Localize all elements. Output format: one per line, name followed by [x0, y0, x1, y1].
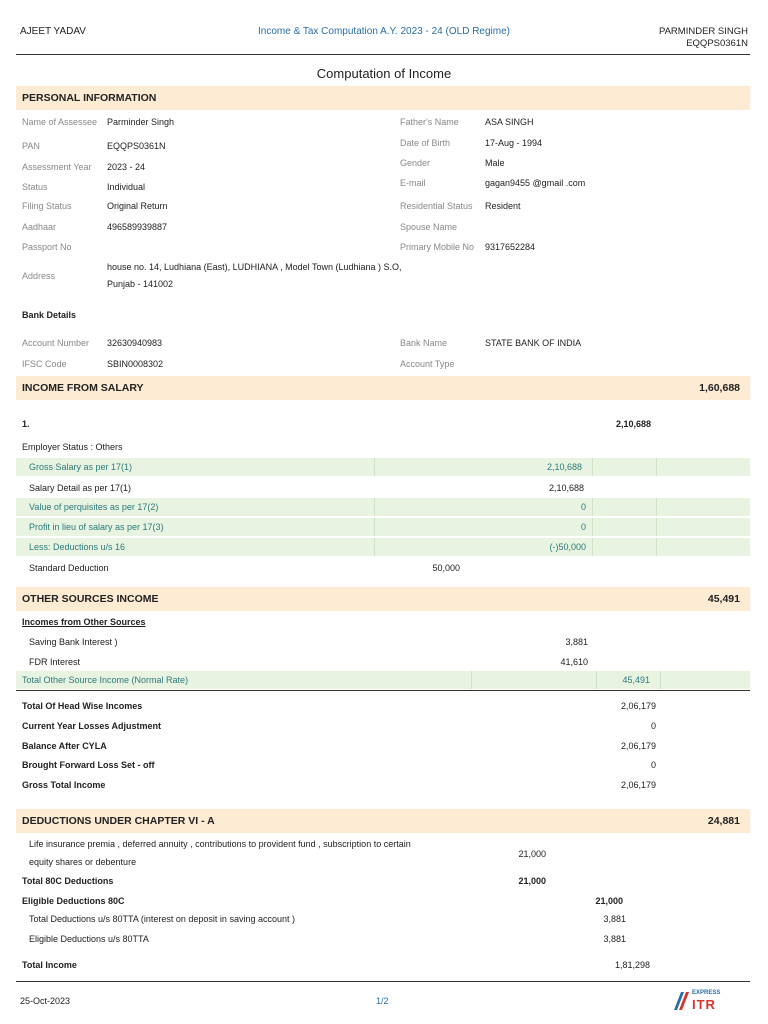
account-type-label: Account Type: [400, 359, 455, 369]
row-label: Gross Salary as per 17(1): [29, 462, 133, 472]
deductions-band: [16, 809, 750, 833]
field-value: ASA SINGH: [485, 117, 534, 127]
salary-item-total: 2,10,688: [616, 419, 652, 429]
table-row: [16, 458, 750, 476]
field-label: Residential Status: [400, 201, 473, 211]
footer-date: 25-Oct-2023: [20, 996, 71, 1006]
life-insurance-value: 21,000: [518, 849, 546, 859]
bank-name-label: Bank Name: [400, 338, 448, 348]
total-80c-value: 21,000: [518, 876, 546, 886]
tta-total-label: Total Deductions u/s 80TTA (interest on deposit in saving account ): [29, 914, 295, 924]
eligible-80c-value: 21,000: [595, 896, 623, 906]
total-80c-label: Total 80C Deductions: [22, 876, 114, 886]
header-title: Income & Tax Computation A.Y. 2023 - 24 (OLD Regime): [258, 26, 510, 37]
field-label: Status: [22, 182, 48, 192]
address-line-1: house no. 14, Ludhiana (East), LUDHIANA , Model Town (Ludhiana ) S.O,: [107, 262, 402, 272]
table-row: [16, 538, 750, 556]
field-label: Aadhaar: [22, 222, 57, 232]
field-value: Parminder Singh: [107, 117, 175, 127]
field-label: Date of Birth: [400, 138, 451, 148]
table-row: [16, 671, 750, 689]
total-income-label: Total Income: [22, 960, 77, 970]
field-label: E-mail: [400, 178, 426, 188]
ifsc-label: IFSC Code: [22, 359, 67, 369]
table-row: [16, 518, 750, 536]
field-label: Primary Mobile No: [400, 242, 475, 252]
section-title: DEDUCTIONS UNDER CHAPTER VI - A: [22, 815, 215, 827]
field-value: gagan9455 @gmail .com: [485, 178, 586, 188]
row-label: FDR Interest: [29, 657, 81, 667]
section-total: 45,491: [707, 593, 740, 605]
logo-mark-icon: [672, 990, 690, 1012]
row-value: 0: [580, 522, 586, 532]
account-number-value: 32630940983: [107, 338, 163, 348]
field-label: Filing Status: [22, 201, 72, 211]
field-value: Resident: [485, 201, 521, 211]
summary-label: Gross Total Income: [22, 780, 106, 790]
header-right-pan: EQQPS0361N: [686, 38, 748, 49]
employer-status: Employer Status : Others: [22, 442, 123, 452]
eligible-80c-label: Eligible Deductions 80C: [22, 896, 125, 906]
account-number-label: Account Number: [22, 338, 90, 348]
life-insurance-line-2: equity shares or debenture: [29, 857, 137, 867]
summary-value: 0: [650, 721, 656, 731]
field-value: EQQPS0361N: [107, 141, 166, 151]
header-right-name: PARMINDER SINGH: [658, 26, 748, 37]
footer-rule: [16, 981, 750, 982]
field-label: Name of Assessee: [22, 117, 98, 127]
row-value: 45,491: [622, 675, 650, 685]
row-label: Less: Deductions u/s 16: [29, 542, 126, 552]
field-label: Assessment Year: [22, 162, 92, 172]
other-sub-title: Incomes from Other Sources: [22, 617, 146, 627]
section-title: PERSONAL INFORMATION: [22, 92, 157, 104]
table-row: [16, 498, 750, 516]
row-value: 3,881: [565, 637, 588, 647]
row-label: Saving Bank Interest ): [29, 637, 118, 647]
summary-label: Balance After CYLA: [22, 741, 107, 751]
ifsc-value: SBIN0008302: [107, 359, 164, 369]
logo-main-text: ITR: [692, 997, 716, 1012]
personal-info-band: [16, 86, 750, 110]
field-label: Passport No: [22, 242, 72, 252]
row-value: 2,10,688: [548, 483, 584, 493]
section-title: INCOME FROM SALARY: [22, 382, 144, 394]
logo-top-text: EXPRESS: [692, 990, 721, 996]
row-value: 41,610: [560, 657, 588, 667]
tta-eligible-value: 3,881: [603, 934, 626, 944]
total-income-value: 1,81,298: [614, 960, 650, 970]
field-value: Original Return: [107, 201, 168, 211]
summary-value: 2,06,179: [620, 701, 656, 711]
header-rule: [16, 54, 750, 55]
row-value: 50,000: [432, 563, 460, 573]
address-line-2: Punjab - 141002: [107, 279, 174, 289]
section-total: 1,60,688: [699, 382, 740, 394]
row-label: Salary Detail as per 17(1): [29, 483, 132, 493]
field-value: 496589939887: [107, 222, 168, 232]
other-sources-band: [16, 587, 750, 611]
header-right: [659, 26, 748, 50]
summary-label: Current Year Losses Adjustment: [22, 721, 162, 731]
field-label: Spouse Name: [400, 222, 458, 232]
row-label: Standard Deduction: [29, 563, 109, 573]
field-label: Father's Name: [400, 117, 459, 127]
row-value: (-)50,000: [549, 542, 586, 552]
tta-total-value: 3,881: [603, 914, 626, 924]
section-title: OTHER SOURCES INCOME: [22, 593, 159, 605]
field-label: PAN: [22, 141, 40, 151]
row-label: Value of perquisites as per 17(2): [29, 502, 159, 512]
footer-page-number: 1/2: [376, 996, 389, 1006]
life-insurance-line-1: Life insurance premia , deferred annuity , contributions to provident fund , subscription to certain: [29, 839, 411, 849]
field-label: Gender: [400, 158, 431, 168]
salary-band: [16, 376, 750, 400]
field-value: Male: [485, 158, 505, 168]
field-value: 17-Aug - 1994: [485, 138, 543, 148]
doc-title: Computation of Income: [316, 66, 452, 81]
row-label: Profit in lieu of salary as per 17(3): [29, 522, 164, 532]
summary-value: 0: [650, 760, 656, 770]
express-itr-logo: [672, 990, 724, 1014]
section-total: 24,881: [707, 815, 740, 827]
divider: [16, 690, 750, 691]
field-value: Individual: [107, 182, 146, 192]
row-label: Total Other Source Income (Normal Rate): [22, 675, 189, 685]
row-value: 2,10,688: [546, 462, 582, 472]
summary-label: Brought Forward Loss Set - off: [22, 760, 155, 770]
bank-details-title: Bank Details: [22, 310, 77, 320]
field-value: 9317652284: [485, 242, 536, 252]
salary-item-no: 1.: [22, 419, 30, 429]
summary-label: Total Of Head Wise Incomes: [22, 701, 143, 711]
summary-value: 2,06,179: [620, 741, 656, 751]
field-value: 2023 - 24: [107, 162, 146, 172]
row-value: 0: [580, 502, 586, 512]
address-label: Address: [22, 271, 56, 281]
header-left-name: AJEET YADAV: [20, 26, 86, 37]
summary-value: 2,06,179: [620, 780, 656, 790]
bank-name-value: STATE BANK OF INDIA: [485, 338, 582, 348]
tta-eligible-label: Eligible Deductions u/s 80TTA: [29, 934, 149, 944]
